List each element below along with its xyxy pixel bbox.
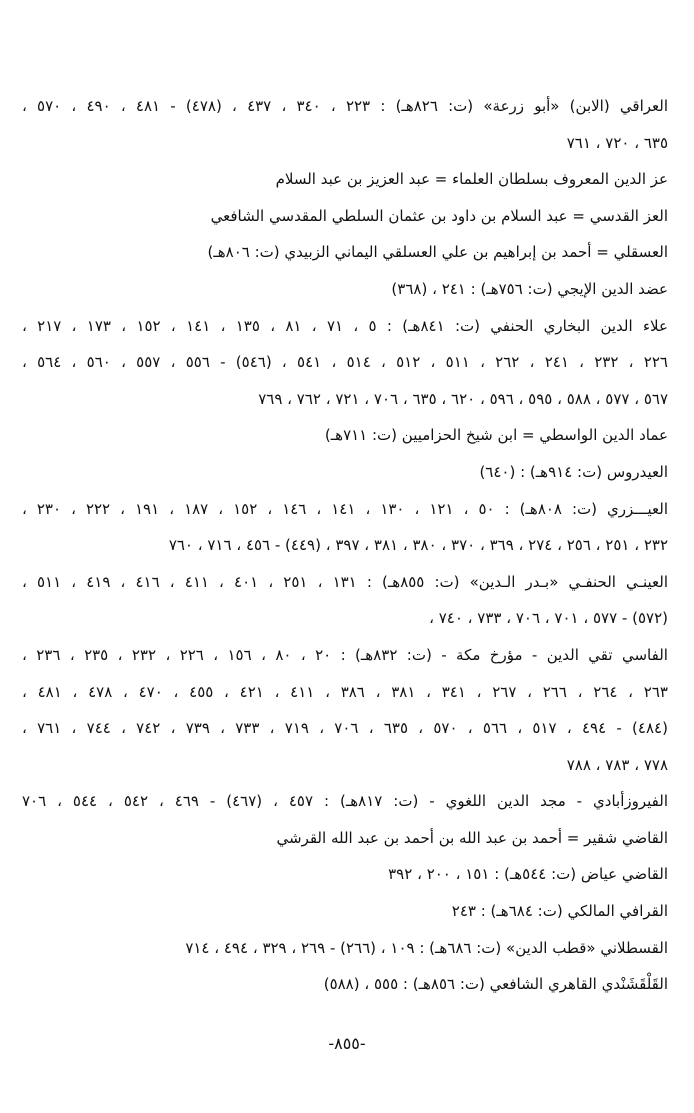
index-entry-line: عماد الدين الواسطي = ابن شيخ الحزاميين (ت: ٧١١هـ) [324,426,668,445]
index-entry-line: عضد الدين الإيجي (ت: ٧٥٦هـ) : ٢٤١ ، (٣٦٨) [391,279,668,298]
index-entry-line: العز القدسي = عبد السلام بن داود بن عثمان السلطي المقدسي الشافعي [210,206,668,225]
index-entry-line: القرافي المالكي (ت: ٦٨٤هـ) : ٢٤٣ [451,902,668,921]
page-number: -٨٥٥- [328,1034,366,1053]
index-entry-line: القاضي شقير = أحمد بن عبد الله بن أحمد بن عبد الله القرشي [276,828,668,847]
index-entry-line: العراقي (الابن) «أبو زرعة» (ت: ٨٢٦هـ) : ٢٢٣ ، ٣٤٠ ، ٤٣٧ ، (٤٧٨) - ٤٨١ ، ٤٩٠ ، ٥٧٠ ، [22,97,668,115]
index-entry-line: عز الدين المعروف بسلطان العلماء = عبد العزيز بن عبد السلام [275,170,668,189]
index-entry-line: العيدروس (ت: ٩١٤هـ) : (٦٤٠) [479,462,668,481]
index-entry-line: العينـي الحنفـي «بـدر الـدين» (ت: ٨٥٥هـ) : ١٣١ ، ٢٥١ ، ٤٠١ ، ٤١١ ، ٤١٦ ، ٤١٩ ، ٥١١ ، [22,572,668,591]
index-entry-line: الفاسي تقي الدين - مؤرخ مكة - (ت: ٨٣٢هـ) : ٢٠ ، ٨٠ ، ١٥٦ ، ٢٢٦ ، ٢٣٢ ، ٢٣٥ ، ٢٣٦ ، [22,645,668,664]
index-entry-line: العيـــزري (ت: ٨٠٨هـ) : ٥٠ ، ١٢١ ، ١٣٠ ، ١٤١ ، ١٤٦ ، ١٥٢ ، ١٨٧ ، ١٩١ ، ٢٢٢ ، ٢٣٠ ، [22,499,668,518]
index-entry-line: الفيروزأبادي - مجد الدين اللغوي - (ت: ٨١٧هـ) : ٤٥٧ ، (٤٦٧) - ٤٦٩ ، ٥٤٢ ، ٥٤٤ ، ٧٠٦ [22,792,668,811]
index-entry-continuation: ٢٣٢ ، ٢٥١ ، ٢٥٦ ، ٢٧٤ ، ٣٦٩ ، ٣٧٠ ، ٣٨٠ ، ٣٨١ ، ٣٩٧ ، (٤٤٩) - ٤٥٦ ، ٧١٦ ، ٧٦٠ [168,536,668,555]
index-entry-line: العسقلي = أحمد بن إبراهيم بن علي العسلقي اليماني الزبيدي (ت: ٨٠٦هـ) [207,243,668,262]
index-entry-line: القسطلاني «قطب الدين» (ت: ٦٨٦هـ) : ١٠٩ ، (٢٦٦) - ٢٦٩ ، ٣٢٩ ، ٤٩٤ ، ٧١٤ [185,938,668,957]
index-entry-continuation: ٦٣٥ ، ٧٢٠ ، ٧٦١ [566,133,668,152]
index-entry-continuation: ٢٢٦ ، ٢٣٢ ، ٢٤١ ، ٢٦٢ ، ٥١١ ، ٥١٢ ، ٥١٤ ، ٥٤١ ، (٥٤٦) - ٥٥٦ ، ٥٥٧ ، ٥٦٠ ، ٥٦٤ ، [22,353,668,372]
index-entry-continuation: ٢٦٣ ، ٢٦٤ ، ٢٦٦ ، ٢٦٧ ، ٣٤١ ، ٣٨١ ، ٣٨٦ ، ٤١١ ، ٤٢١ ، ٤٥٥ ، ٤٧٠ ، ٤٧٨ ، ٤٨١ ، [22,682,668,701]
index-entry-continuation: ٥٦٧ ، ٥٧٧ ، ٥٨٨ ، ٥٩٥ ، ٥٩٦ ، ٦٢٠ ، ٦٣٥ ، ٧٠٦ ، ٧٢١ ، ٧٦٢ ، ٧٦٩ [258,389,668,408]
index-entry-line: القاضي عياض (ت: ٥٤٤هـ) : ١٥١ ، ٢٠٠ ، ٣٩٢ [388,865,668,884]
index-entry-continuation: (٥٧٢) - ٥٧٧ ، ٧٠١ ، ٧٠٦ ، ٧٣٣ ، ٧٤٠ ، [429,609,668,628]
index-entry-line: علاء الدين البخاري الحنفي (ت: ٨٤١هـ) : ٥ ، ٧١ ، ٨١ ، ١٣٥ ، ١٤١ ، ١٥٢ ، ١٧٣ ، ٢١٧ ، [22,316,668,335]
index-page-body [22,88,668,1003]
index-entry-continuation: ٧٧٨ ، ٧٨٣ ، ٧٨٨ [566,755,668,774]
index-entry-continuation: (٤٨٤) - ٤٩٤ ، ٥١٧ ، ٥٦٦ ، ٥٧٠ ، ٦٣٥ ، ٧٠٦ ، ٧١٩ ، ٧٣٣ ، ٧٣٩ ، ٧٤٢ ، ٧٤٤ ، ٧٦١ ، [22,719,668,738]
index-entry-line: القَلْقَشَنْدي القاهري الشافعي (ت: ٨٥٦هـ) : ٥٥٥ ، (٥٨٨) [323,975,668,994]
